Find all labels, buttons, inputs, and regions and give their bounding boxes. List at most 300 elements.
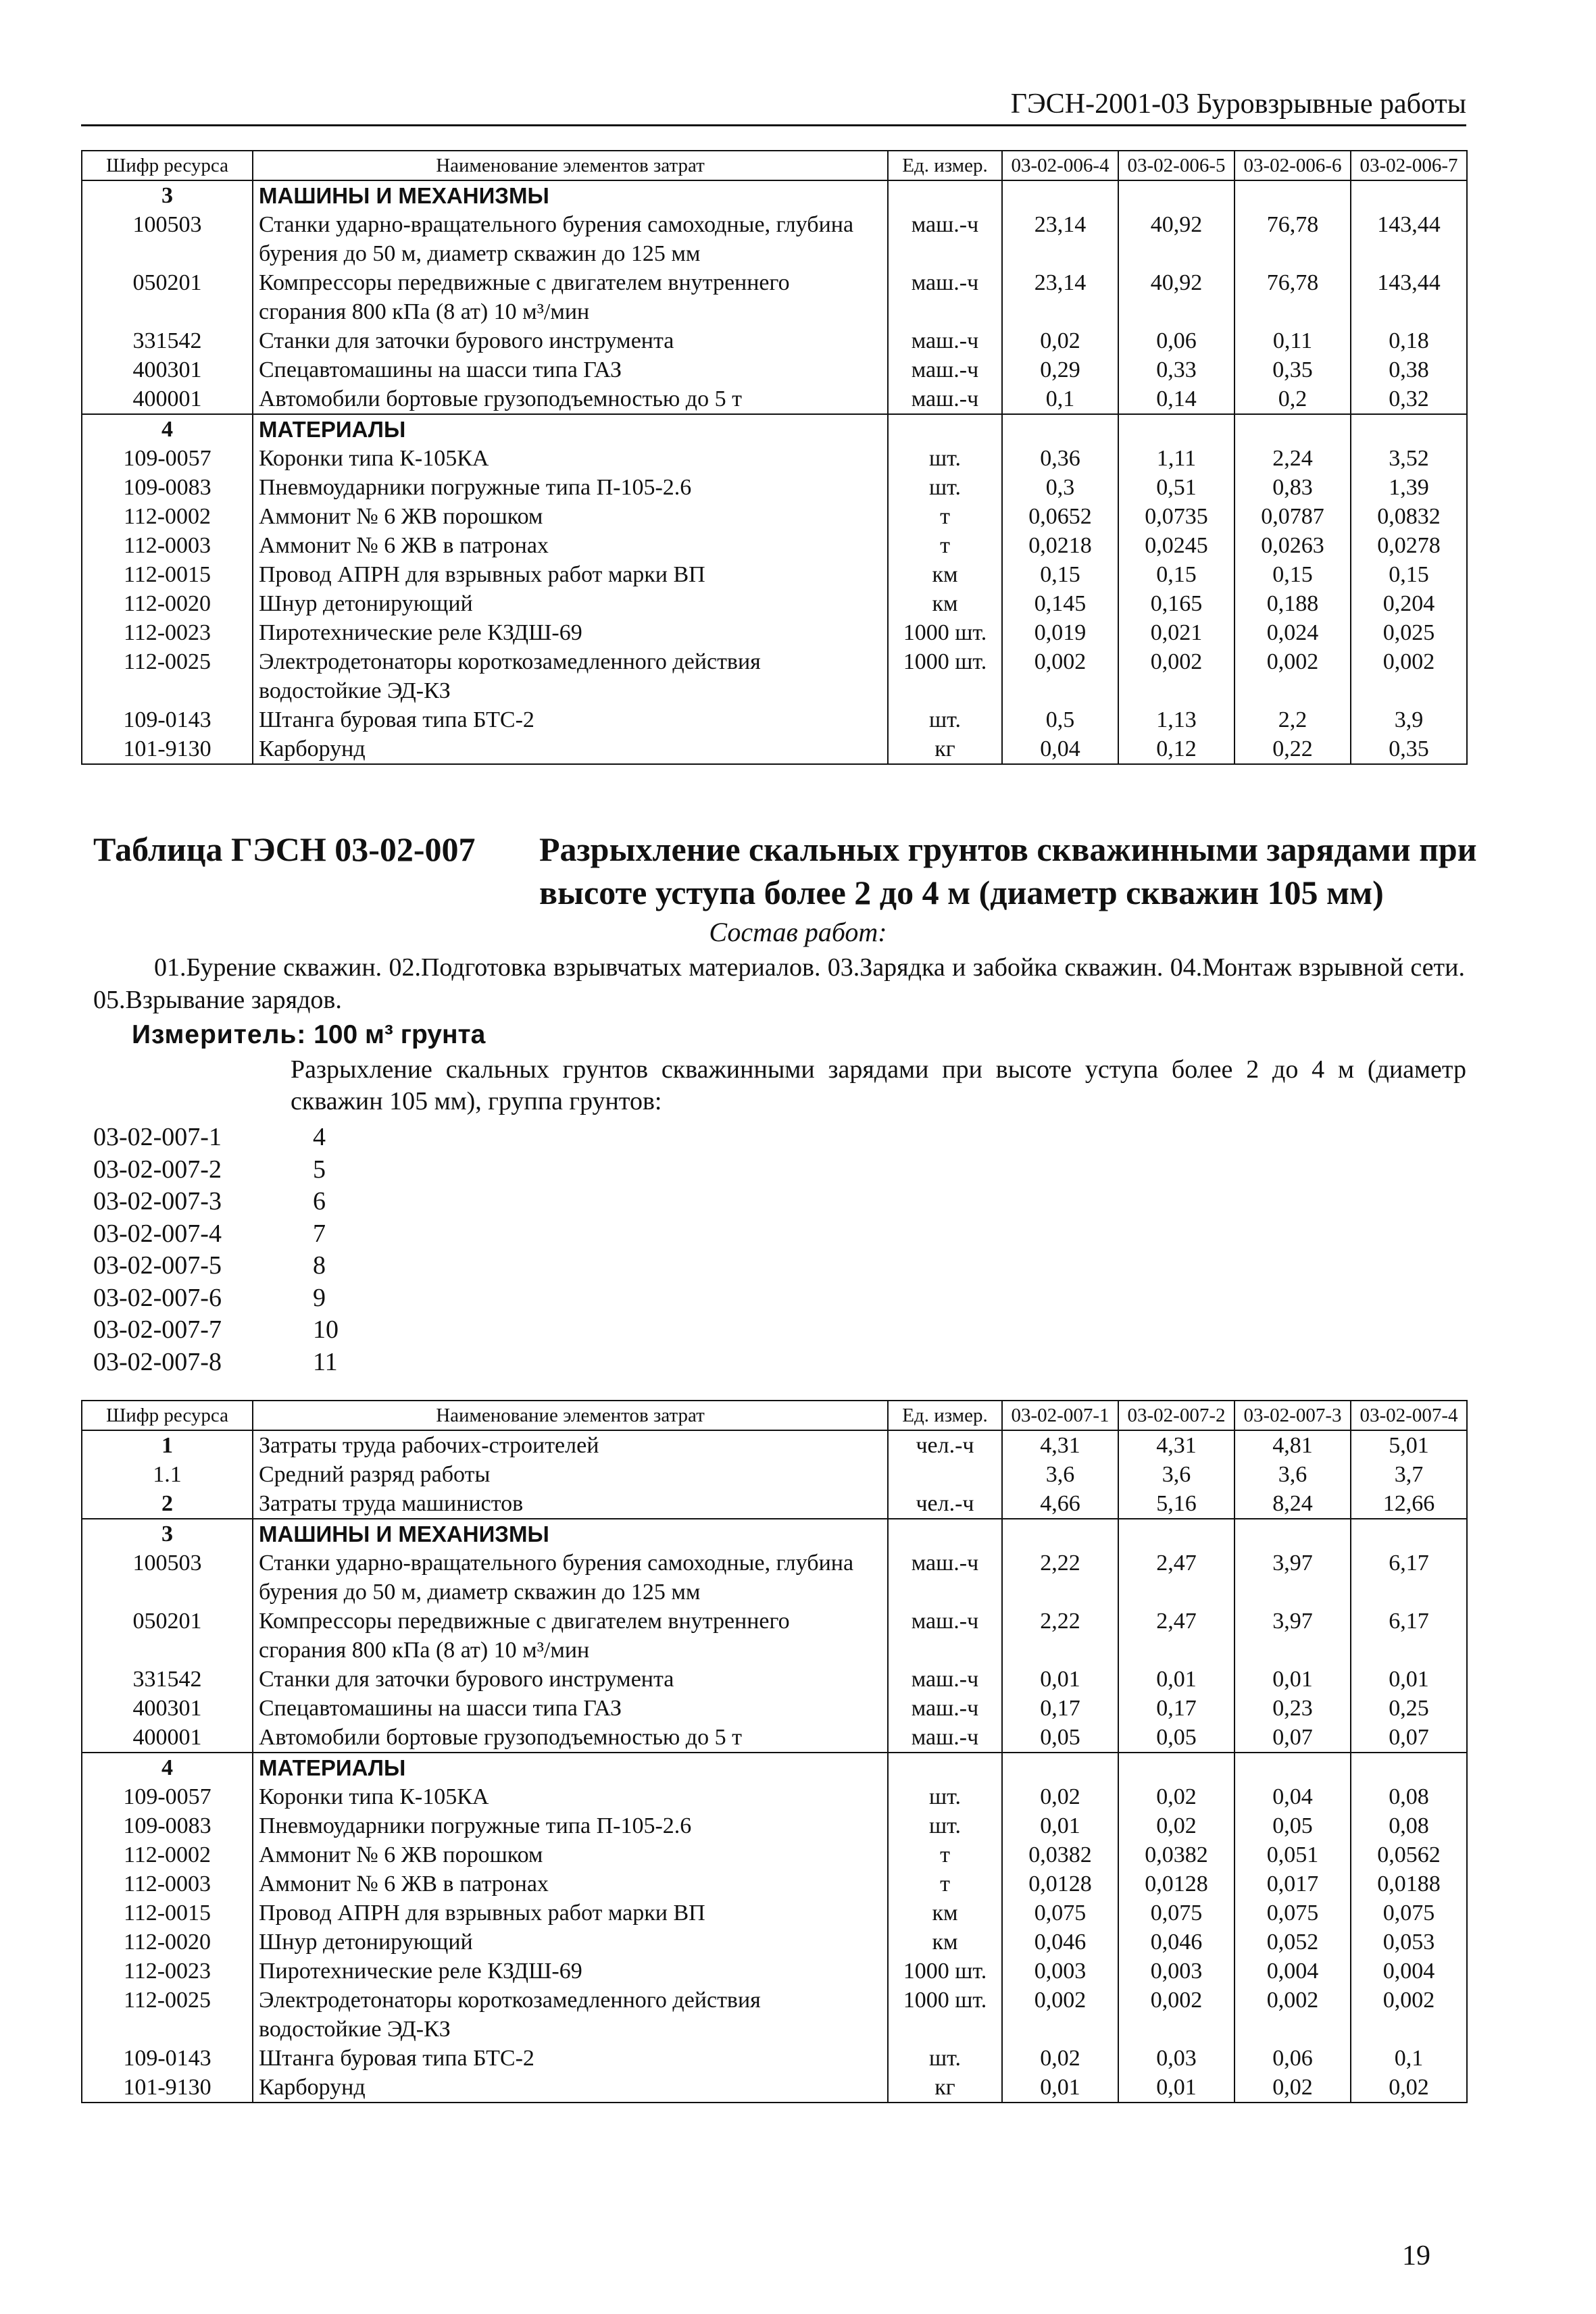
- work-composition-label: Состав работ:: [709, 917, 887, 947]
- norm-value: 0,1: [1002, 384, 1118, 414]
- resource-code: 331542: [82, 1665, 253, 1694]
- norm-value: 0,08: [1351, 1811, 1467, 1840]
- norm-value: 40,92: [1118, 210, 1235, 268]
- resource-name: Аммонит № 6 ЖВ в патронах: [253, 531, 888, 560]
- resource-code: 109-0083: [82, 1811, 253, 1840]
- norm-value: 0,38: [1351, 355, 1467, 384]
- norm-value: 0,1: [1351, 2044, 1467, 2073]
- norm-code-list: [93, 1122, 339, 1378]
- resource-code: 3: [82, 1519, 253, 1549]
- norm-value: 3,6: [1002, 1460, 1118, 1489]
- resource-unit: т: [888, 502, 1002, 531]
- table-row: [82, 1549, 1467, 1607]
- resource-code: 100503: [82, 210, 253, 268]
- resource-unit: 1000 шт.: [888, 1986, 1002, 2044]
- norm-value: 0,0128: [1118, 1869, 1235, 1898]
- norm-value: [1002, 180, 1118, 210]
- resource-code: 112-0015: [82, 1898, 253, 1928]
- resource-unit: 1000 шт.: [888, 618, 1002, 647]
- norm-value: 0,04: [1235, 1782, 1351, 1811]
- resource-unit: 1000 шт.: [888, 1957, 1002, 1986]
- norm-code: 03-02-007-7: [93, 1315, 222, 1344]
- norm-value: 0,06: [1118, 326, 1235, 355]
- table-row: [82, 647, 1467, 705]
- table-row: [82, 1430, 1467, 1460]
- resource-unit: км: [888, 560, 1002, 589]
- table-row: [82, 384, 1467, 414]
- soil-group: 9: [313, 1283, 326, 1312]
- norm-value: 0,046: [1118, 1928, 1235, 1957]
- norm-value: 0,08: [1351, 1782, 1467, 1811]
- resource-name: Коронки типа К-105КА: [253, 1782, 888, 1811]
- norm-value: 0,0263: [1235, 531, 1351, 560]
- norm-value: 0,017: [1235, 1869, 1351, 1898]
- resource-code: 112-0025: [82, 1986, 253, 2044]
- resource-unit: шт.: [888, 1782, 1002, 1811]
- norm-value: 0,0278: [1351, 531, 1467, 560]
- norm-value: 0,01: [1351, 1665, 1467, 1694]
- resource-unit: маш.-ч: [888, 268, 1002, 326]
- norm-value: 0,003: [1118, 1957, 1235, 1986]
- resource-code: 4: [82, 414, 253, 444]
- col-header-name: Наименование элементов затрат: [253, 1401, 888, 1430]
- norm-value: 0,22: [1235, 734, 1351, 764]
- section-row: [82, 1519, 1467, 1549]
- resource-unit: маш.-ч: [888, 1694, 1002, 1723]
- norm-value: [1351, 1519, 1467, 1549]
- resource-unit: чел.-ч: [888, 1430, 1002, 1460]
- resource-name: Аммонит № 6 ЖВ порошком: [253, 1840, 888, 1869]
- table-row: [82, 268, 1467, 326]
- resource-code: 112-0003: [82, 531, 253, 560]
- table-row: [82, 210, 1467, 268]
- norm-value: 0,15: [1235, 560, 1351, 589]
- resource-unit: шт.: [888, 473, 1002, 502]
- norm-value: 0,003: [1002, 1957, 1118, 1986]
- norm-value: 0,07: [1351, 1723, 1467, 1753]
- table-row: [82, 326, 1467, 355]
- norm-value: 0,002: [1118, 647, 1235, 705]
- norm-value: 0,29: [1002, 355, 1118, 384]
- norm-value: 2,22: [1002, 1549, 1118, 1607]
- resource-name: МАШИНЫ И МЕХАНИЗМЫ: [253, 1519, 888, 1549]
- resource-unit: [888, 414, 1002, 444]
- norm-value: 1,39: [1351, 473, 1467, 502]
- norm-value: 0,0832: [1351, 502, 1467, 531]
- norm-value: 0,17: [1118, 1694, 1235, 1723]
- resource-table-006: [81, 150, 1468, 765]
- resource-unit: маш.-ч: [888, 355, 1002, 384]
- table-row: [82, 1928, 1467, 1957]
- norm-value: 0,05: [1002, 1723, 1118, 1753]
- norm-value: 4,81: [1235, 1430, 1351, 1460]
- norm-value: 0,02: [1118, 1782, 1235, 1811]
- table-row: [82, 705, 1467, 734]
- soil-group: 8: [313, 1251, 326, 1280]
- table-body: [82, 180, 1467, 764]
- resource-code: 400301: [82, 1694, 253, 1723]
- norm-value: 0,025: [1351, 618, 1467, 647]
- norm-value: 23,14: [1002, 210, 1118, 268]
- norm-value: [1351, 414, 1467, 444]
- norm-value: 0,075: [1351, 1898, 1467, 1928]
- resource-code: 400001: [82, 384, 253, 414]
- norm-value: 0,35: [1235, 355, 1351, 384]
- norm-value: 0,0562: [1351, 1840, 1467, 1869]
- resource-code: 3: [82, 180, 253, 210]
- resource-name: Шнур детонирующий: [253, 1928, 888, 1957]
- resource-unit: чел.-ч: [888, 1489, 1002, 1519]
- resource-code: 112-0020: [82, 1928, 253, 1957]
- norm-code: 03-02-007-2: [93, 1155, 222, 1184]
- resource-code: 112-0020: [82, 589, 253, 618]
- measurement-label: Измеритель:: [132, 1020, 307, 1049]
- resource-code: 109-0083: [82, 473, 253, 502]
- resource-unit: км: [888, 589, 1002, 618]
- resource-name: Провод АПРН для взрывных работ марки ВП: [253, 560, 888, 589]
- resource-name: Затраты труда машинистов: [253, 1489, 888, 1519]
- resource-unit: маш.-ч: [888, 384, 1002, 414]
- norm-value: 0,004: [1351, 1957, 1467, 1986]
- resource-name: Карборунд: [253, 2073, 888, 2103]
- resource-name: Аммонит № 6 ЖВ порошком: [253, 502, 888, 531]
- list-item: [93, 1122, 339, 1154]
- resource-name: Станки для заточки бурового инструмента: [253, 326, 888, 355]
- resource-unit: [888, 1519, 1002, 1549]
- norm-value: [1118, 414, 1235, 444]
- norm-value: [1235, 414, 1351, 444]
- norm-value: 0,002: [1235, 1986, 1351, 2044]
- norm-value: 0,5: [1002, 705, 1118, 734]
- resource-code: 4: [82, 1753, 253, 1782]
- norm-code: 03-02-007-6: [93, 1283, 222, 1312]
- table-row: [82, 1694, 1467, 1723]
- norm-value: 40,92: [1118, 268, 1235, 326]
- resource-name: Штанга буровая типа БТС-2: [253, 705, 888, 734]
- running-header: ГЭСН-2001-03 Буровзрывные работы: [81, 88, 1466, 126]
- norm-value: [1002, 1519, 1118, 1549]
- resource-unit: т: [888, 1840, 1002, 1869]
- resource-unit: маш.-ч: [888, 1723, 1002, 1753]
- norm-code: 03-02-007-8: [93, 1347, 222, 1376]
- norm-value: 5,16: [1118, 1489, 1235, 1519]
- norm-value: 143,44: [1351, 268, 1467, 326]
- resource-unit: т: [888, 1869, 1002, 1898]
- norm-value: 0,01: [1118, 1665, 1235, 1694]
- resource-code: 1.1: [82, 1460, 253, 1489]
- col-header-norm: 03-02-006-5: [1118, 151, 1235, 180]
- resource-unit: маш.-ч: [888, 1549, 1002, 1607]
- col-header-norm: 03-02-007-4: [1351, 1401, 1467, 1430]
- table-row: [82, 1957, 1467, 1986]
- norm-value: 0,23: [1235, 1694, 1351, 1723]
- norm-value: 0,36: [1002, 444, 1118, 473]
- work-composition-text: 01.Бурение скважин. 02.Подготовка взрывчатых материалов. 03.Зарядка и забойка скважин. 04.Монтаж взрывной сети. 05.Взрывание зарядов.: [93, 953, 1465, 1014]
- norm-value: 3,6: [1118, 1460, 1235, 1489]
- resource-name: Автомобили бортовые грузоподъемностью до 5 т: [253, 1723, 888, 1753]
- norm-value: [1235, 1519, 1351, 1549]
- table-row: [82, 734, 1467, 764]
- table-row: [82, 444, 1467, 473]
- norm-value: 0,188: [1235, 589, 1351, 618]
- measurement-unit: [132, 1020, 485, 1050]
- norm-value: 0,15: [1118, 560, 1235, 589]
- norm-value: 0,075: [1118, 1898, 1235, 1928]
- resource-code: 112-0025: [82, 647, 253, 705]
- norm-value: 0,052: [1235, 1928, 1351, 1957]
- resource-name: Шнур детонирующий: [253, 589, 888, 618]
- norm-value: 0,002: [1235, 647, 1351, 705]
- table-row: [82, 589, 1467, 618]
- norm-value: 4,31: [1118, 1430, 1235, 1460]
- section-row: [82, 414, 1467, 444]
- resource-unit: шт.: [888, 2044, 1002, 2073]
- col-header-name: Наименование элементов затрат: [253, 151, 888, 180]
- soil-group: 6: [313, 1187, 326, 1215]
- norm-value: 3,7: [1351, 1460, 1467, 1489]
- resource-code: 1: [82, 1430, 253, 1460]
- resource-unit: шт.: [888, 444, 1002, 473]
- resource-name: МАТЕРИАЛЫ: [253, 1753, 888, 1782]
- table-row: [82, 1460, 1467, 1489]
- soil-group: 11: [313, 1347, 338, 1376]
- list-item: [93, 1282, 339, 1315]
- resource-unit: т: [888, 531, 1002, 560]
- resource-code: 2: [82, 1489, 253, 1519]
- norm-value: 4,31: [1002, 1430, 1118, 1460]
- resource-code: 400001: [82, 1723, 253, 1753]
- norm-value: 0,01: [1002, 2073, 1118, 2103]
- resource-name: Средний разряд работы: [253, 1460, 888, 1489]
- norm-value: 0,14: [1118, 384, 1235, 414]
- norm-value: 4,66: [1002, 1489, 1118, 1519]
- resource-code: 101-9130: [82, 734, 253, 764]
- resource-unit: шт.: [888, 705, 1002, 734]
- norm-value: 76,78: [1235, 210, 1351, 268]
- norm-value: 0,83: [1235, 473, 1351, 502]
- list-item: [93, 1314, 339, 1347]
- resource-name: Штанга буровая типа БТС-2: [253, 2044, 888, 2073]
- norm-value: [1235, 1753, 1351, 1782]
- resource-name: Пневмоударники погружные типа П-105-2.6: [253, 1811, 888, 1840]
- resource-name: Коронки типа К-105КА: [253, 444, 888, 473]
- resource-code: 109-0057: [82, 444, 253, 473]
- norm-value: 0,15: [1351, 560, 1467, 589]
- resource-name: МАШИНЫ И МЕХАНИЗМЫ: [253, 180, 888, 210]
- norm-value: 0,02: [1002, 1782, 1118, 1811]
- norm-value: 0,01: [1002, 1665, 1118, 1694]
- resource-name: Станки для заточки бурового инструмента: [253, 1665, 888, 1694]
- resource-name: Компрессоры передвижные с двигателем внутреннего сгорания 800 кПа (8 ат) 10 м³/мин: [253, 268, 888, 326]
- norm-value: [1118, 180, 1235, 210]
- table-row: [82, 1869, 1467, 1898]
- norm-value: [1118, 1519, 1235, 1549]
- norm-value: 3,97: [1235, 1607, 1351, 1665]
- resource-name: МАТЕРИАЛЫ: [253, 414, 888, 444]
- norm-value: 0,2: [1235, 384, 1351, 414]
- norm-value: [1351, 180, 1467, 210]
- col-header-norm: 03-02-007-3: [1235, 1401, 1351, 1430]
- resource-name: Электродетонаторы короткозамедленного действия водостойкие ЭД-КЗ: [253, 1986, 888, 2044]
- norm-value: 76,78: [1235, 268, 1351, 326]
- norm-value: [1002, 414, 1118, 444]
- norm-value: 0,35: [1351, 734, 1467, 764]
- norm-value: 6,17: [1351, 1607, 1467, 1665]
- norm-value: 0,051: [1235, 1840, 1351, 1869]
- norm-value: 1,11: [1118, 444, 1235, 473]
- resource-unit: кг: [888, 2073, 1002, 2103]
- table-row: [82, 531, 1467, 560]
- norm-code: 03-02-007-3: [93, 1187, 222, 1215]
- resource-name: Карборунд: [253, 734, 888, 764]
- table-row: [82, 2044, 1467, 2073]
- resource-code: 112-0015: [82, 560, 253, 589]
- norm-value: 0,05: [1235, 1811, 1351, 1840]
- table-row: [82, 618, 1467, 647]
- norm-value: 0,33: [1118, 355, 1235, 384]
- resource-code: 112-0003: [82, 1869, 253, 1898]
- resource-unit: маш.-ч: [888, 1607, 1002, 1665]
- table-row: [82, 1782, 1467, 1811]
- resource-name: Пиротехнические реле КЗДШ-69: [253, 618, 888, 647]
- norm-value: 3,97: [1235, 1549, 1351, 1607]
- norm-value: 0,002: [1002, 647, 1118, 705]
- col-header-norm: 03-02-006-6: [1235, 151, 1351, 180]
- col-header-code: Шифр ресурса: [82, 151, 253, 180]
- resource-unit: кг: [888, 734, 1002, 764]
- resource-name: Спецавтомашины на шасси типа ГАЗ: [253, 1694, 888, 1723]
- norm-value: 23,14: [1002, 268, 1118, 326]
- table-row: [82, 1489, 1467, 1519]
- list-item: [93, 1154, 339, 1186]
- norm-value: 143,44: [1351, 210, 1467, 268]
- resource-unit: шт.: [888, 1811, 1002, 1840]
- resource-code: 112-0023: [82, 618, 253, 647]
- norm-value: 0,3: [1002, 473, 1118, 502]
- section-row: [82, 180, 1467, 210]
- resource-name: Затраты труда рабочих-строителей: [253, 1430, 888, 1460]
- norm-value: 0,01: [1002, 1811, 1118, 1840]
- norm-value: [1118, 1753, 1235, 1782]
- norm-value: 0,02: [1351, 2073, 1467, 2103]
- table-row: [82, 355, 1467, 384]
- norm-value: 0,075: [1235, 1898, 1351, 1928]
- list-item: [93, 1218, 339, 1251]
- resource-code: 109-0143: [82, 2044, 253, 2073]
- norm-value: 0,145: [1002, 589, 1118, 618]
- resource-unit: [888, 180, 1002, 210]
- norm-value: 0,002: [1118, 1986, 1235, 2044]
- norm-value: 0,51: [1118, 473, 1235, 502]
- resource-unit: маш.-ч: [888, 1665, 1002, 1694]
- soil-group: 7: [313, 1219, 326, 1248]
- resource-unit: [888, 1460, 1002, 1489]
- norm-value: 0,002: [1351, 647, 1467, 705]
- norm-value: 0,053: [1351, 1928, 1467, 1957]
- col-header-unit: Ед. измер.: [888, 1401, 1002, 1430]
- norm-value: 0,0188: [1351, 1869, 1467, 1898]
- norm-value: 0,0218: [1002, 531, 1118, 560]
- norm-value: 0,07: [1235, 1723, 1351, 1753]
- norm-value: 0,004: [1235, 1957, 1351, 1986]
- norm-value: 0,04: [1002, 734, 1118, 764]
- section-row: [82, 1753, 1467, 1782]
- table-row: [82, 1665, 1467, 1694]
- table-row: [82, 1607, 1467, 1665]
- norm-value: 0,02: [1118, 1811, 1235, 1840]
- resource-code: 400301: [82, 355, 253, 384]
- norm-value: 3,6: [1235, 1460, 1351, 1489]
- col-header-norm: 03-02-006-7: [1351, 151, 1467, 180]
- resource-code: 112-0002: [82, 502, 253, 531]
- norm-value: 0,02: [1002, 326, 1118, 355]
- col-header-norm: 03-02-007-1: [1002, 1401, 1118, 1430]
- norm-value: 0,32: [1351, 384, 1467, 414]
- resource-unit: км: [888, 1898, 1002, 1928]
- norm-value: 0,02: [1235, 2073, 1351, 2103]
- resource-name: Провод АПРН для взрывных работ марки ВП: [253, 1898, 888, 1928]
- norm-value: 3,52: [1351, 444, 1467, 473]
- soil-group: 10: [313, 1315, 339, 1344]
- table-row: [82, 1898, 1467, 1928]
- norm-value: 2,47: [1118, 1607, 1235, 1665]
- resource-unit: маш.-ч: [888, 326, 1002, 355]
- resource-unit: маш.-ч: [888, 210, 1002, 268]
- resource-name: Автомобили бортовые грузоподъемностью до 5 т: [253, 384, 888, 414]
- norm-value: 0,15: [1002, 560, 1118, 589]
- norm-value: 0,024: [1235, 618, 1351, 647]
- resource-code: 109-0143: [82, 705, 253, 734]
- resource-name: Аммонит № 6 ЖВ в патронах: [253, 1869, 888, 1898]
- col-header-unit: Ед. измер.: [888, 151, 1002, 180]
- norm-value: 1,13: [1118, 705, 1235, 734]
- norm-value: 0,12: [1118, 734, 1235, 764]
- resource-code: 331542: [82, 326, 253, 355]
- norm-value: 0,0787: [1235, 502, 1351, 531]
- norm-value: 0,01: [1118, 2073, 1235, 2103]
- resource-code: 112-0023: [82, 1957, 253, 1986]
- resource-name: Спецавтомашины на шасси типа ГАЗ: [253, 355, 888, 384]
- resource-name: Компрессоры передвижные с двигателем внутреннего сгорания 800 кПа (8 ат) 10 м³/мин: [253, 1607, 888, 1665]
- norm-value: 0,021: [1118, 618, 1235, 647]
- resource-name: Пневмоударники погружные типа П-105-2.6: [253, 473, 888, 502]
- page-number: 19: [1402, 2240, 1430, 2271]
- norm-description: Разрыхление скальных грунтов скважинными зарядами при высоте уступа более 2 до 4 м (диаметр скважин 105 мм), группа грунтов:: [291, 1055, 1466, 1115]
- norm-value: [1002, 1753, 1118, 1782]
- norm-value: 0,0735: [1118, 502, 1235, 531]
- soil-group: 4: [313, 1123, 326, 1151]
- norm-value: 0,075: [1002, 1898, 1118, 1928]
- col-header-norm: 03-02-006-4: [1002, 151, 1118, 180]
- table-row: [82, 1986, 1467, 2044]
- resource-code: 100503: [82, 1549, 253, 1607]
- norm-value: 0,0382: [1118, 1840, 1235, 1869]
- norm-value: 2,22: [1002, 1607, 1118, 1665]
- norm-value: 0,0128: [1002, 1869, 1118, 1898]
- norm-value: 0,01: [1235, 1665, 1351, 1694]
- norm-value: 0,019: [1002, 618, 1118, 647]
- resource-code: 101-9130: [82, 2073, 253, 2103]
- resource-unit: [888, 1753, 1002, 1782]
- resource-name: Станки ударно-вращательного бурения самоходные, глубина бурения до 50 м, диаметр скважин до 125 мм: [253, 1549, 888, 1607]
- norm-value: 0,0382: [1002, 1840, 1118, 1869]
- table-row: [82, 560, 1467, 589]
- resource-code: 109-0057: [82, 1782, 253, 1811]
- norm-value: 0,02: [1002, 2044, 1118, 2073]
- table-body: [82, 1430, 1467, 2103]
- norm-value: 0,11: [1235, 326, 1351, 355]
- norm-value: 2,24: [1235, 444, 1351, 473]
